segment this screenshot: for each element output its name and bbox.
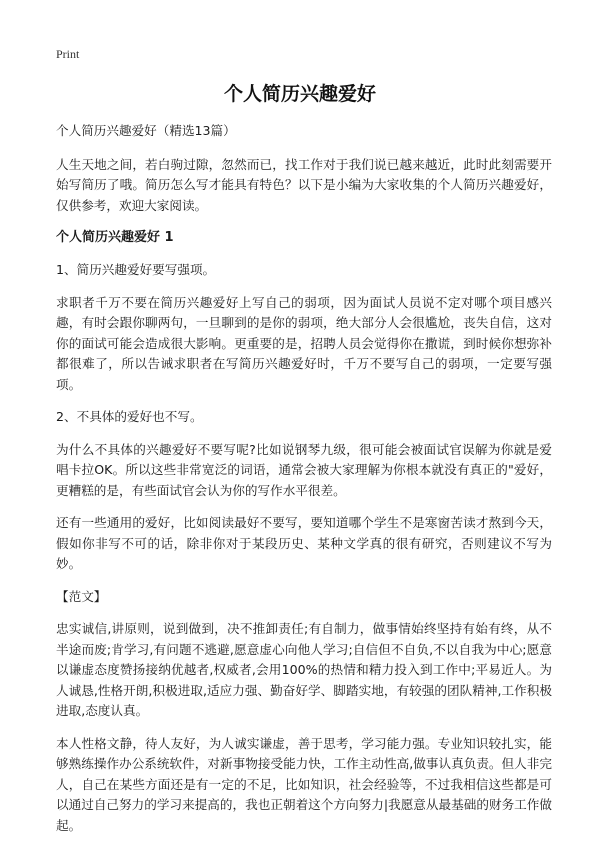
point-2-title: 2、不具体的爱好也不写。 — [56, 409, 203, 424]
page-title: 个人简历兴趣爱好 — [223, 83, 376, 105]
example-paragraph-1: 忠实诚信,讲原则，说到做到，决不推卸责任;有自制力，做事情始终坚持有始有终，从不半途而废;肯学习,有问题不逃避,愿意虚心向他人学习;自信但不自负,不以自我为中心;愿意以谦虚态度赞扬接纳优越者,权威者,会用100%的热情和精力投入到工作中;平易近人。为人诚恳,性格开朗,积极进取,适应力强、勤奋好学、脚踏实地，有较强的团队精神,工作积极进取,态度认真。 — [56, 621, 552, 718]
document-subtitle: 个人简历兴趣爱好（精选13篇） — [56, 123, 236, 138]
intro-paragraph: 人生天地之间，若白驹过隙，忽然而已，找工作对于我们说已越来越近，此时此刻需要开始写简历了哦。简历怎么写才能具有特色？以下是小编为大家收集的个人简历兴趣爱好，仅供参考，欢迎大家阅读。 — [56, 156, 552, 213]
point-1-title: 1、简历兴趣爱好要写强项。 — [56, 262, 216, 277]
example-label: 【范文】 — [56, 588, 107, 604]
point-2-extra: 还有一些通用的爱好，比如阅读最好不要写，要知道哪个学生不是寒窗苦读才熬到今天，假如你非写不可的话，除非你对于某段历史、某种文学真的很有研究，否则建议不写为妙。 — [56, 515, 552, 571]
document-body — [56, 121, 552, 848]
point-1-body: 求职者千万不要在简历兴趣爱好上写自己的弱项，因为面试人员说不定对哪个项目感兴趣，有时会跟你聊两句，一旦聊到的是你的弱项，绝大部分人会很尴尬，丧失自信，这对你的面试可能会造成很大影响。更重要的是，招聘人员会觉得你在撒谎，到时候你想弥补都很难了，所以告诫求职者在写简历兴趣爱好时，千万不要写自己的弱项，一定要写强项。 — [56, 294, 552, 392]
example-paragraph-2: 本人性格文静，待人友好，为人诚实谦虚，善于思考，学习能力强。专业知识较扎实，能够熟练操作办公系统软件，对新事物接受能力快，工作主动性高,做事认真负责。但人非完人，自己在某些方面还是有一定的不足，比如知识，社会经验等，不过我相信这些都是可以通过自己努力的学习来提高的，我也正朝着这个方向努力|我愿意从最基础的财务工作做起。 — [56, 735, 552, 833]
point-2-body: 为什么不具体的兴趣爱好不要写呢?比如说钢琴九级，很可能会被面试官误解为你就是爱唱卡拉OK。所以这些非常宽泛的词语，通常会被大家理解为你根本就没有真正的"爱好，更糟糕的是，有些面试官会认为你的写作水平很差。 — [56, 441, 552, 498]
print-link[interactable]: Print — [56, 47, 80, 61]
section-heading: 个人简历兴趣爱好 1 — [56, 230, 174, 245]
